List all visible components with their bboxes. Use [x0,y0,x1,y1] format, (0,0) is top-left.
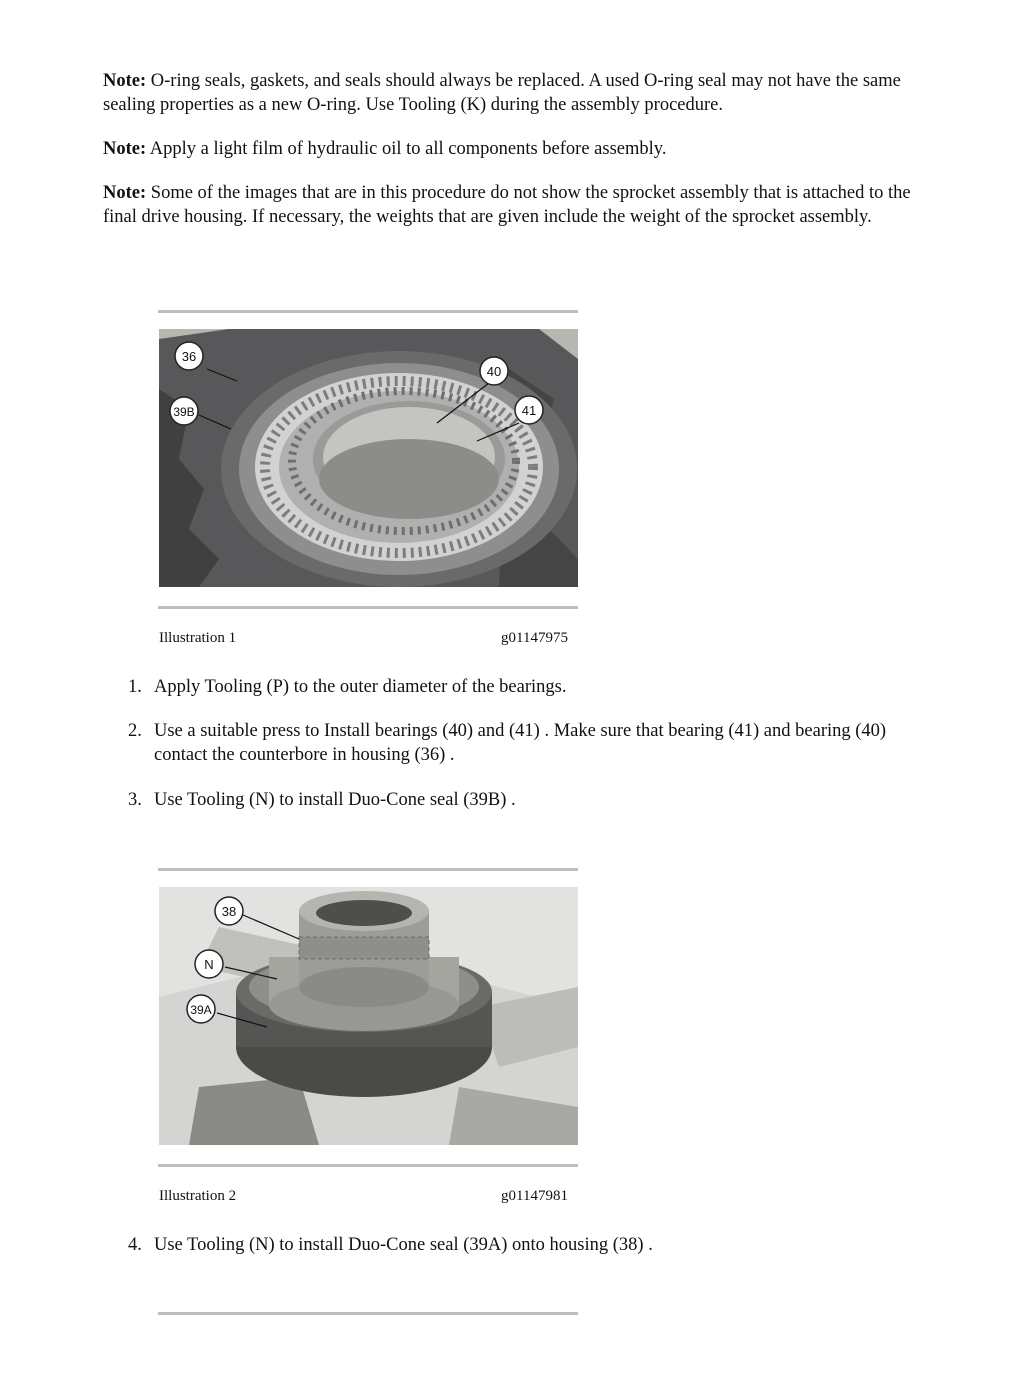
illustration-1-bottom-rule [158,606,578,609]
seal-housing-image [159,887,578,1145]
illustration-3-top-rule [158,1312,578,1315]
note-text: O-ring seals, gaskets, and seals should always be replaced. A used O-ring seal may not have the same sealing properties as a new O-ring. Use Tooling (K) during the assembly procedure. [103,71,901,115]
callout-36-label: 36 [181,349,197,364]
step-1 [128,675,908,699]
note-label: Note: [103,139,147,159]
step-text: Use a suitable press to Install bearings (40) and (41) . Make sure that bearing (41) and bearing (40) contact the counterbore in housing (36) . [154,721,887,765]
illustration-1-top-rule [158,310,578,313]
note-hydraulic-oil [103,137,933,161]
illustration-2-top-rule [158,868,578,871]
note-label: Note: [103,71,147,91]
step-number: 4. [128,1235,142,1255]
note-label: Note: [103,183,147,203]
callout-39b-label: 39B [173,405,195,419]
callout-41-label: 41 [521,403,537,418]
callout-41 [515,396,543,424]
illustration-2-code: g01147981 [501,1188,568,1204]
step-2 [128,719,908,767]
step-number: 3. [128,790,142,810]
note-oring-seals [103,69,933,117]
callout-40-label: 40 [486,364,502,379]
callout-39a [187,995,215,1023]
note-text: Some of the images that are in this procedure do not show the sprocket assembly that is attached to the final drive housing. If necessary, the weights that are given include the weight of the sprocket assembly. [103,183,911,227]
callout-n-label: N [204,957,214,972]
callout-39a-label: 39A [190,1003,212,1017]
illustration-1-photo [159,329,578,587]
callout-38-label: 38 [221,904,237,919]
illustration-2-caption: Illustration 2 [159,1188,237,1204]
step-text: Apply Tooling (P) to the outer diameter of the bearings. [154,677,567,697]
step-text: Use Tooling (N) to install Duo-Cone seal (39A) onto housing (38) . [154,1235,653,1255]
step-text: Use Tooling (N) to install Duo-Cone seal (39B) . [154,790,516,810]
illustration-1-caption: Illustration 1 [159,630,237,646]
illustration-2-bottom-rule [158,1164,578,1167]
illustration-1-code: g01147975 [501,630,568,646]
callout-39b [170,397,198,425]
callout-36 [175,342,203,370]
callout-40 [480,357,508,385]
step-number: 2. [128,721,142,741]
step-number: 1. [128,677,142,697]
callout-38 [215,897,243,925]
step-3 [128,788,908,812]
illustration-2-photo [159,887,578,1145]
note-text: Apply a light film of hydraulic oil to all components before assembly. [146,139,667,159]
callout-n [195,950,223,978]
step-4 [128,1233,908,1257]
bearing-housing-image [159,329,578,587]
note-sprocket-assembly [103,181,933,229]
